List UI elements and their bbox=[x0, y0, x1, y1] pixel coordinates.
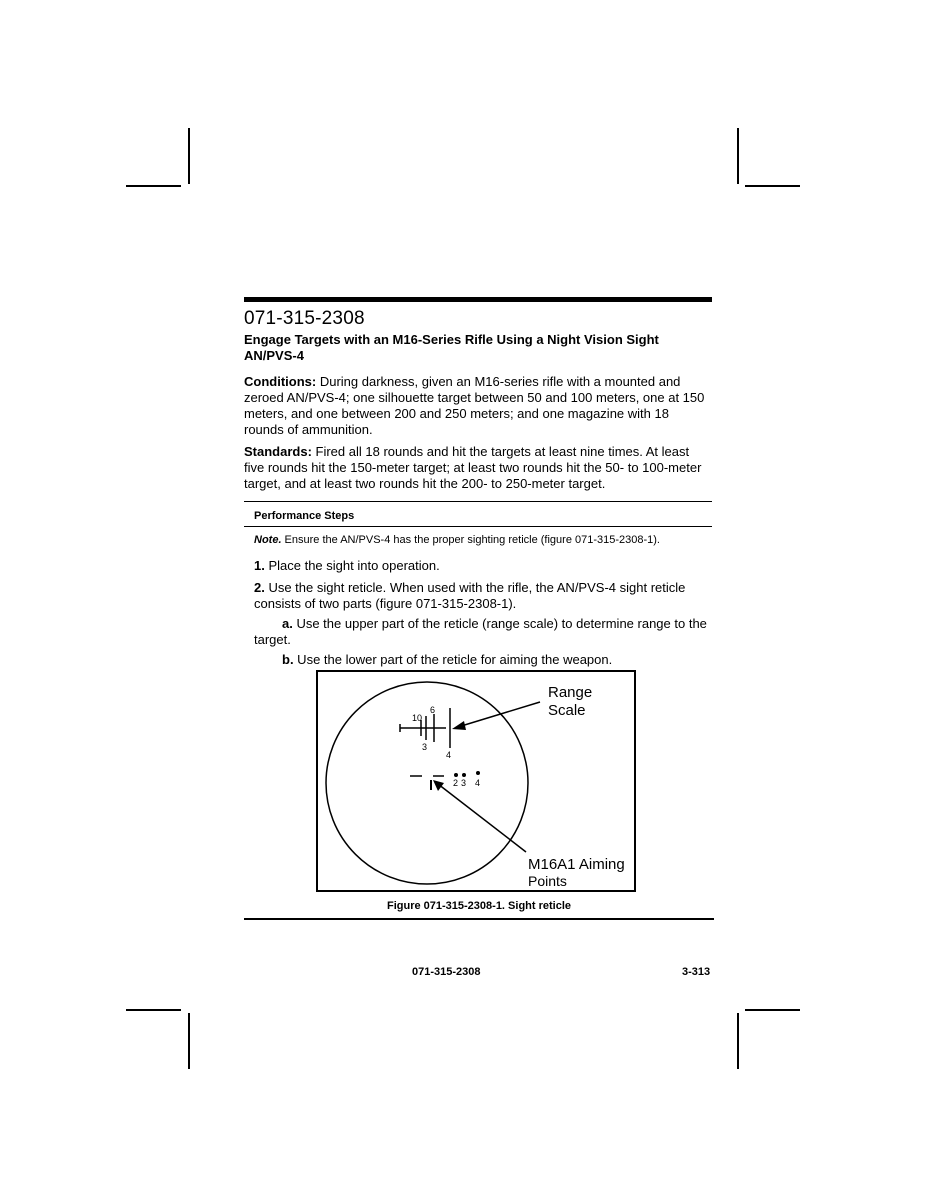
title-bar-rule bbox=[244, 297, 712, 302]
conditions-paragraph bbox=[244, 374, 709, 438]
note-label: Note. bbox=[254, 534, 282, 546]
performance-steps-header: Performance Steps bbox=[254, 510, 355, 522]
substep-text: Use the upper part of the reticle (range scale) to determine range to the target. bbox=[254, 616, 707, 647]
substep-a bbox=[244, 616, 709, 648]
step-number: 1. bbox=[254, 558, 265, 573]
aim-arrowhead bbox=[433, 780, 444, 791]
aim-point-3 bbox=[462, 773, 466, 777]
tick-label-10: 10 bbox=[412, 713, 423, 723]
crop-mark bbox=[737, 128, 739, 184]
sight-reticle-figure bbox=[316, 670, 636, 892]
crop-mark bbox=[745, 1009, 800, 1011]
conditions-label: Conditions: bbox=[244, 374, 317, 389]
substep-b bbox=[244, 652, 737, 668]
conditions-text: During darkness, given an M16-series rifle with a mounted and zeroed AN/PVS-4; one silhouette target between 50 and 100 meters, one at 150 meters, and one between 200 and 250 meters; and one magazine with 18 rounds of ammunition. bbox=[244, 374, 705, 437]
aim-arrow bbox=[438, 784, 526, 852]
substep-letter: a. bbox=[282, 616, 293, 631]
range-scale-arrowhead bbox=[452, 721, 466, 730]
range-scale-arrow bbox=[458, 702, 540, 727]
aiming-points-label-line1: M16A1 Aiming bbox=[528, 856, 625, 873]
task-number: 071-315-2308 bbox=[244, 308, 365, 329]
standards-label: Standards: bbox=[244, 444, 312, 459]
footer-task-number: 071-315-2308 bbox=[412, 966, 481, 978]
note bbox=[244, 527, 714, 546]
substep-text: Use the lower part of the reticle for aiming the weapon. bbox=[293, 652, 613, 667]
task-title: Engage Targets with an M16-Series Rifle Using a Night Vision Sight AN/PVS-4 bbox=[244, 332, 659, 363]
step-text: Place the sight into operation. bbox=[264, 558, 440, 573]
step-2 bbox=[244, 580, 709, 612]
standards-paragraph bbox=[244, 444, 709, 492]
crop-mark bbox=[745, 185, 800, 187]
aim-label-3: 3 bbox=[461, 778, 467, 788]
figure-caption: Figure 071-315-2308-1. Sight reticle bbox=[386, 900, 572, 912]
range-scale-label-line2: Scale bbox=[548, 702, 586, 719]
crop-mark bbox=[126, 185, 181, 187]
substep-letter: b. bbox=[282, 652, 294, 667]
step-1 bbox=[244, 558, 709, 574]
tick-label-3: 3 bbox=[422, 742, 428, 752]
range-scale-label-line1: Range bbox=[548, 684, 593, 701]
aim-point-4 bbox=[476, 771, 480, 775]
crop-mark bbox=[126, 1009, 181, 1011]
tick-label-6: 6 bbox=[430, 705, 436, 715]
task-section bbox=[244, 297, 714, 668]
bottom-rule bbox=[244, 918, 714, 920]
aim-label-2: 2 bbox=[453, 778, 459, 788]
step-text: Use the sight reticle. When used with the rifle, the AN/PVS-4 sight reticle consists of two parts (figure 071-315-2308-1). bbox=[254, 580, 686, 611]
crop-mark bbox=[188, 128, 190, 184]
tick-label-4: 4 bbox=[446, 750, 452, 760]
crop-mark bbox=[737, 1013, 739, 1069]
aim-point-2 bbox=[454, 773, 458, 777]
aiming-points-label-line2: Points bbox=[528, 873, 567, 889]
aim-label-4: 4 bbox=[475, 778, 481, 788]
page-number: 3-313 bbox=[682, 966, 711, 978]
reticle-circle bbox=[326, 682, 528, 884]
step-number: 2. bbox=[254, 580, 265, 595]
note-text: Ensure the AN/PVS-4 has the proper sighting reticle (figure 071-315-2308-1). bbox=[281, 534, 660, 546]
crop-mark bbox=[188, 1013, 190, 1069]
standards-text: Fired all 18 rounds and hit the targets at least nine times. At least five rounds hit the 150-meter target; at least two rounds hit the 50- to 100-meter target, and at least two rounds hit the 200- to 250-meter target. bbox=[244, 444, 702, 491]
